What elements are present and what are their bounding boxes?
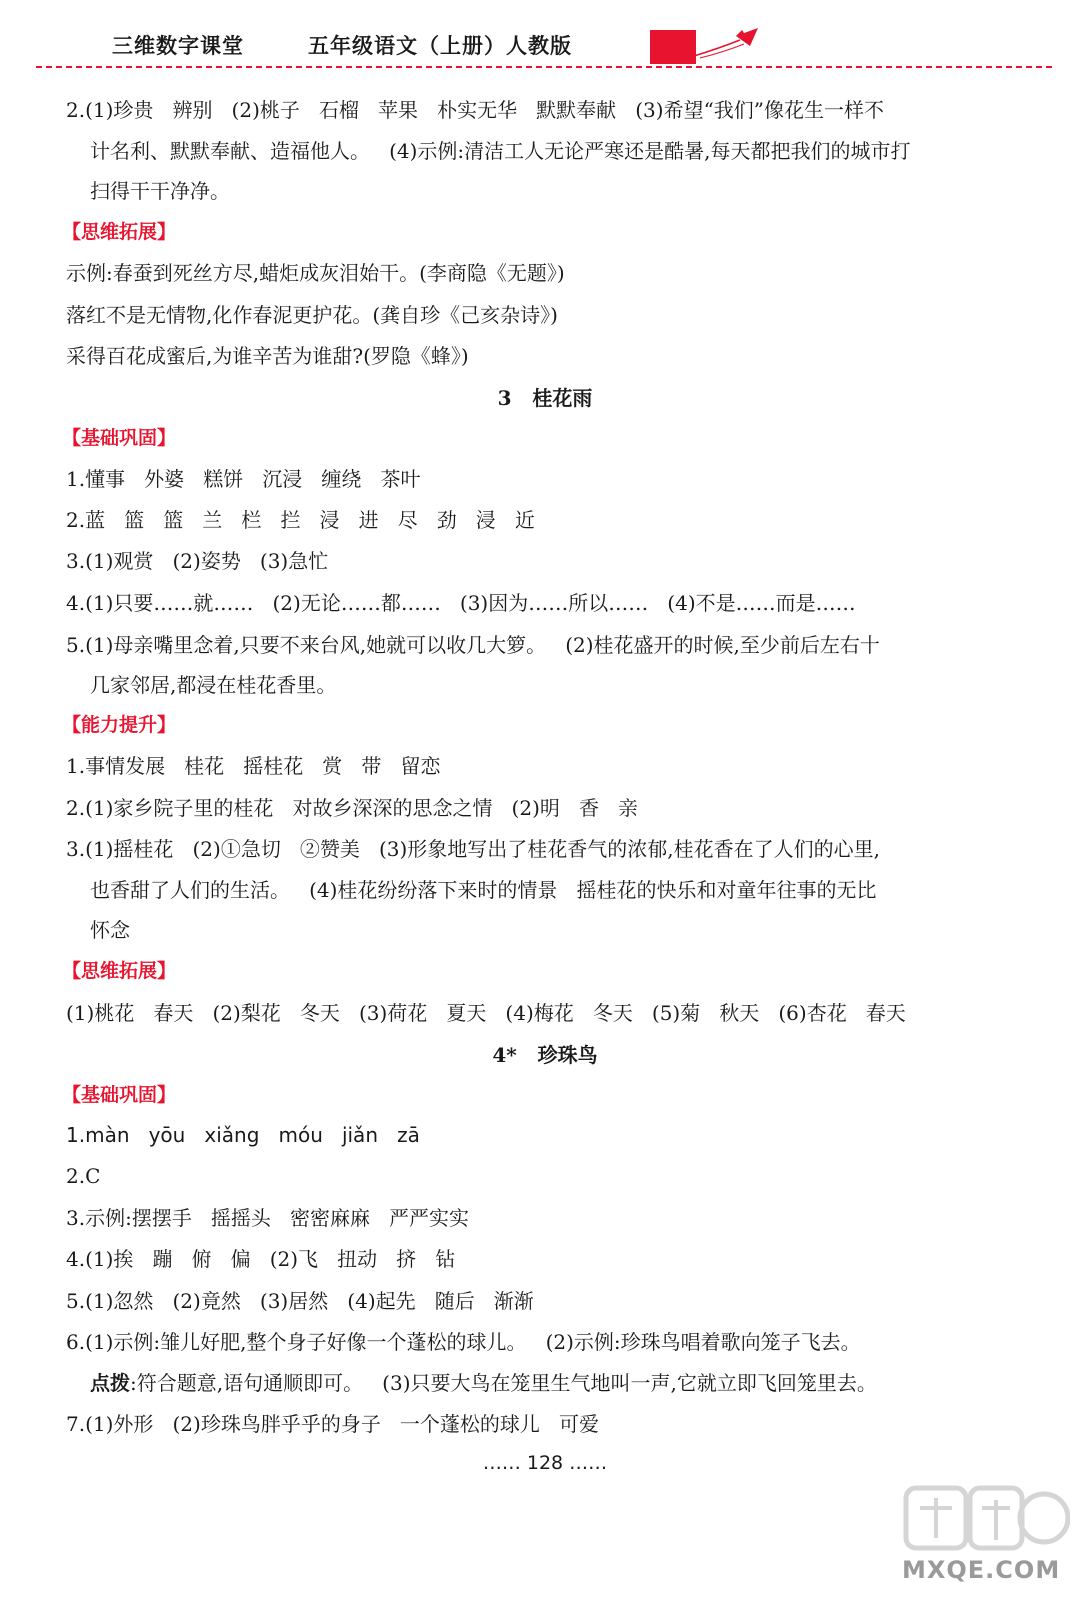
answer-line: 落红不是无情物,化作春泥更护花。(龚自珍《己亥杂诗》) (66, 303, 558, 327)
answer-line: 几家邻居,都浸在桂花香里。 (90, 673, 337, 697)
section-heading: 【能力提升】 (62, 714, 177, 736)
answer-line: 也香甜了人们的生活。 (4)桂花纷纷落下来时的情景 摇桂花的快乐和对童年往事的无比 (90, 878, 877, 902)
answer-line: 采得百花成蜜后,为谁辛苦为谁甜?(罗隐《蜂》) (66, 344, 469, 368)
answer-line: 2.C (66, 1164, 101, 1188)
section-heading: 【基础巩固】 (62, 1084, 177, 1106)
lesson-title: 4* 珍珠鸟 (492, 1043, 598, 1067)
answer-line: 怀念 (90, 918, 130, 942)
answer-line: 1.màn yōu xiǎng móu jiǎn zā (66, 1123, 420, 1147)
answer-line: 1.事情发展 桂花 摇桂花 赏 带 留恋 (66, 754, 441, 778)
answer-line: 2.(1)珍贵 辨别 (2)桃子 石榴 苹果 朴实无华 默默奉献 (3)希望“我们”像花生一样不 (66, 98, 885, 122)
page-number: …… 128 …… (482, 1452, 608, 1474)
answer-line: 4.(1)挨 蹦 俯 偏 (2)飞 扭动 挤 钻 (66, 1247, 456, 1271)
watermark-text: MXQE.COM (902, 1556, 1061, 1584)
answer-line: 5.(1)母亲嘴里念着,只要不来台风,她就可以收几大箩。 (2)桂花盛开的时候,至少前后左右十 (66, 633, 880, 657)
answer-line: 扫得干干净净。 (90, 179, 230, 203)
answer-line: 5.(1)忽然 (2)竟然 (3)居然 (4)起先 随后 渐渐 (66, 1289, 534, 1313)
hint-text: :符合题意,语句通顺即可。 (3)只要大鸟在笼里生气地叫一声,它就立即飞回笼里去。 (130, 1371, 877, 1395)
section-heading: 【基础巩固】 (62, 427, 177, 449)
answer-line: 2.(1)家乡院子里的桂花 对故乡深深的思念之情 (2)明 香 亲 (66, 796, 639, 820)
answer-line: 示例:春蚕到死丝方尽,蜡炬成灰泪始干。(李商隐《无题》) (66, 261, 565, 285)
answer-line: 3.示例:摆摆手 摇摇头 密密麻麻 严严实实 (66, 1206, 470, 1230)
section-heading: 【思维拓展】 (62, 221, 177, 243)
answer-line: 7.(1)外形 (2)珍珠鸟胖乎乎的身子 一个蓬松的球儿 可爱 (66, 1412, 599, 1436)
answer-line: 2.蓝 篮 篮 兰 栏 拦 浸 进 尽 劲 浸 近 (66, 508, 535, 532)
section-heading: 【思维拓展】 (62, 960, 177, 982)
hint-label: 点拨 (90, 1371, 130, 1395)
answer-line: 4.(1)只要……就…… (2)无论……都…… (3)因为……所以…… (4)不是……而是…… (66, 591, 856, 615)
rocket-icon (690, 26, 762, 60)
answer-line (90, 1369, 877, 1397)
answer-line: (1)桃花 春天 (2)梨花 冬天 (3)荷花 夏天 (4)梅花 冬天 (5)菊 秋天 (6)杏花 春天 (66, 1001, 906, 1025)
lesson-title: 3 桂花雨 (497, 386, 593, 410)
answer-line: 6.(1)示例:雏儿好肥,整个身子好像一个蓬松的球儿。 (2)示例:珍珠鸟唱着歌向笼子飞去。 (66, 1330, 861, 1354)
page-header (0, 0, 1090, 80)
header-divider (36, 66, 1052, 68)
header-brand: 三维数字课堂 (112, 34, 244, 58)
header-book-title: 五年级语文（上册）人教版 (308, 34, 572, 58)
answer-line: 1.懂事 外婆 糕饼 沉浸 缠绕 茶叶 (66, 467, 421, 491)
answer-line: 计名利、默默奉献、造福他人。 (4)示例:清洁工人无论严寒还是酷暑,每天都把我们的城市打 (90, 139, 911, 163)
answer-line: 3.(1)观赏 (2)姿势 (3)急忙 (66, 549, 329, 573)
answer-line: 3.(1)摇桂花 (2)①急切 ②赞美 (3)形象地写出了桂花香气的浓郁,桂花香在了人们的心里, (66, 837, 881, 861)
